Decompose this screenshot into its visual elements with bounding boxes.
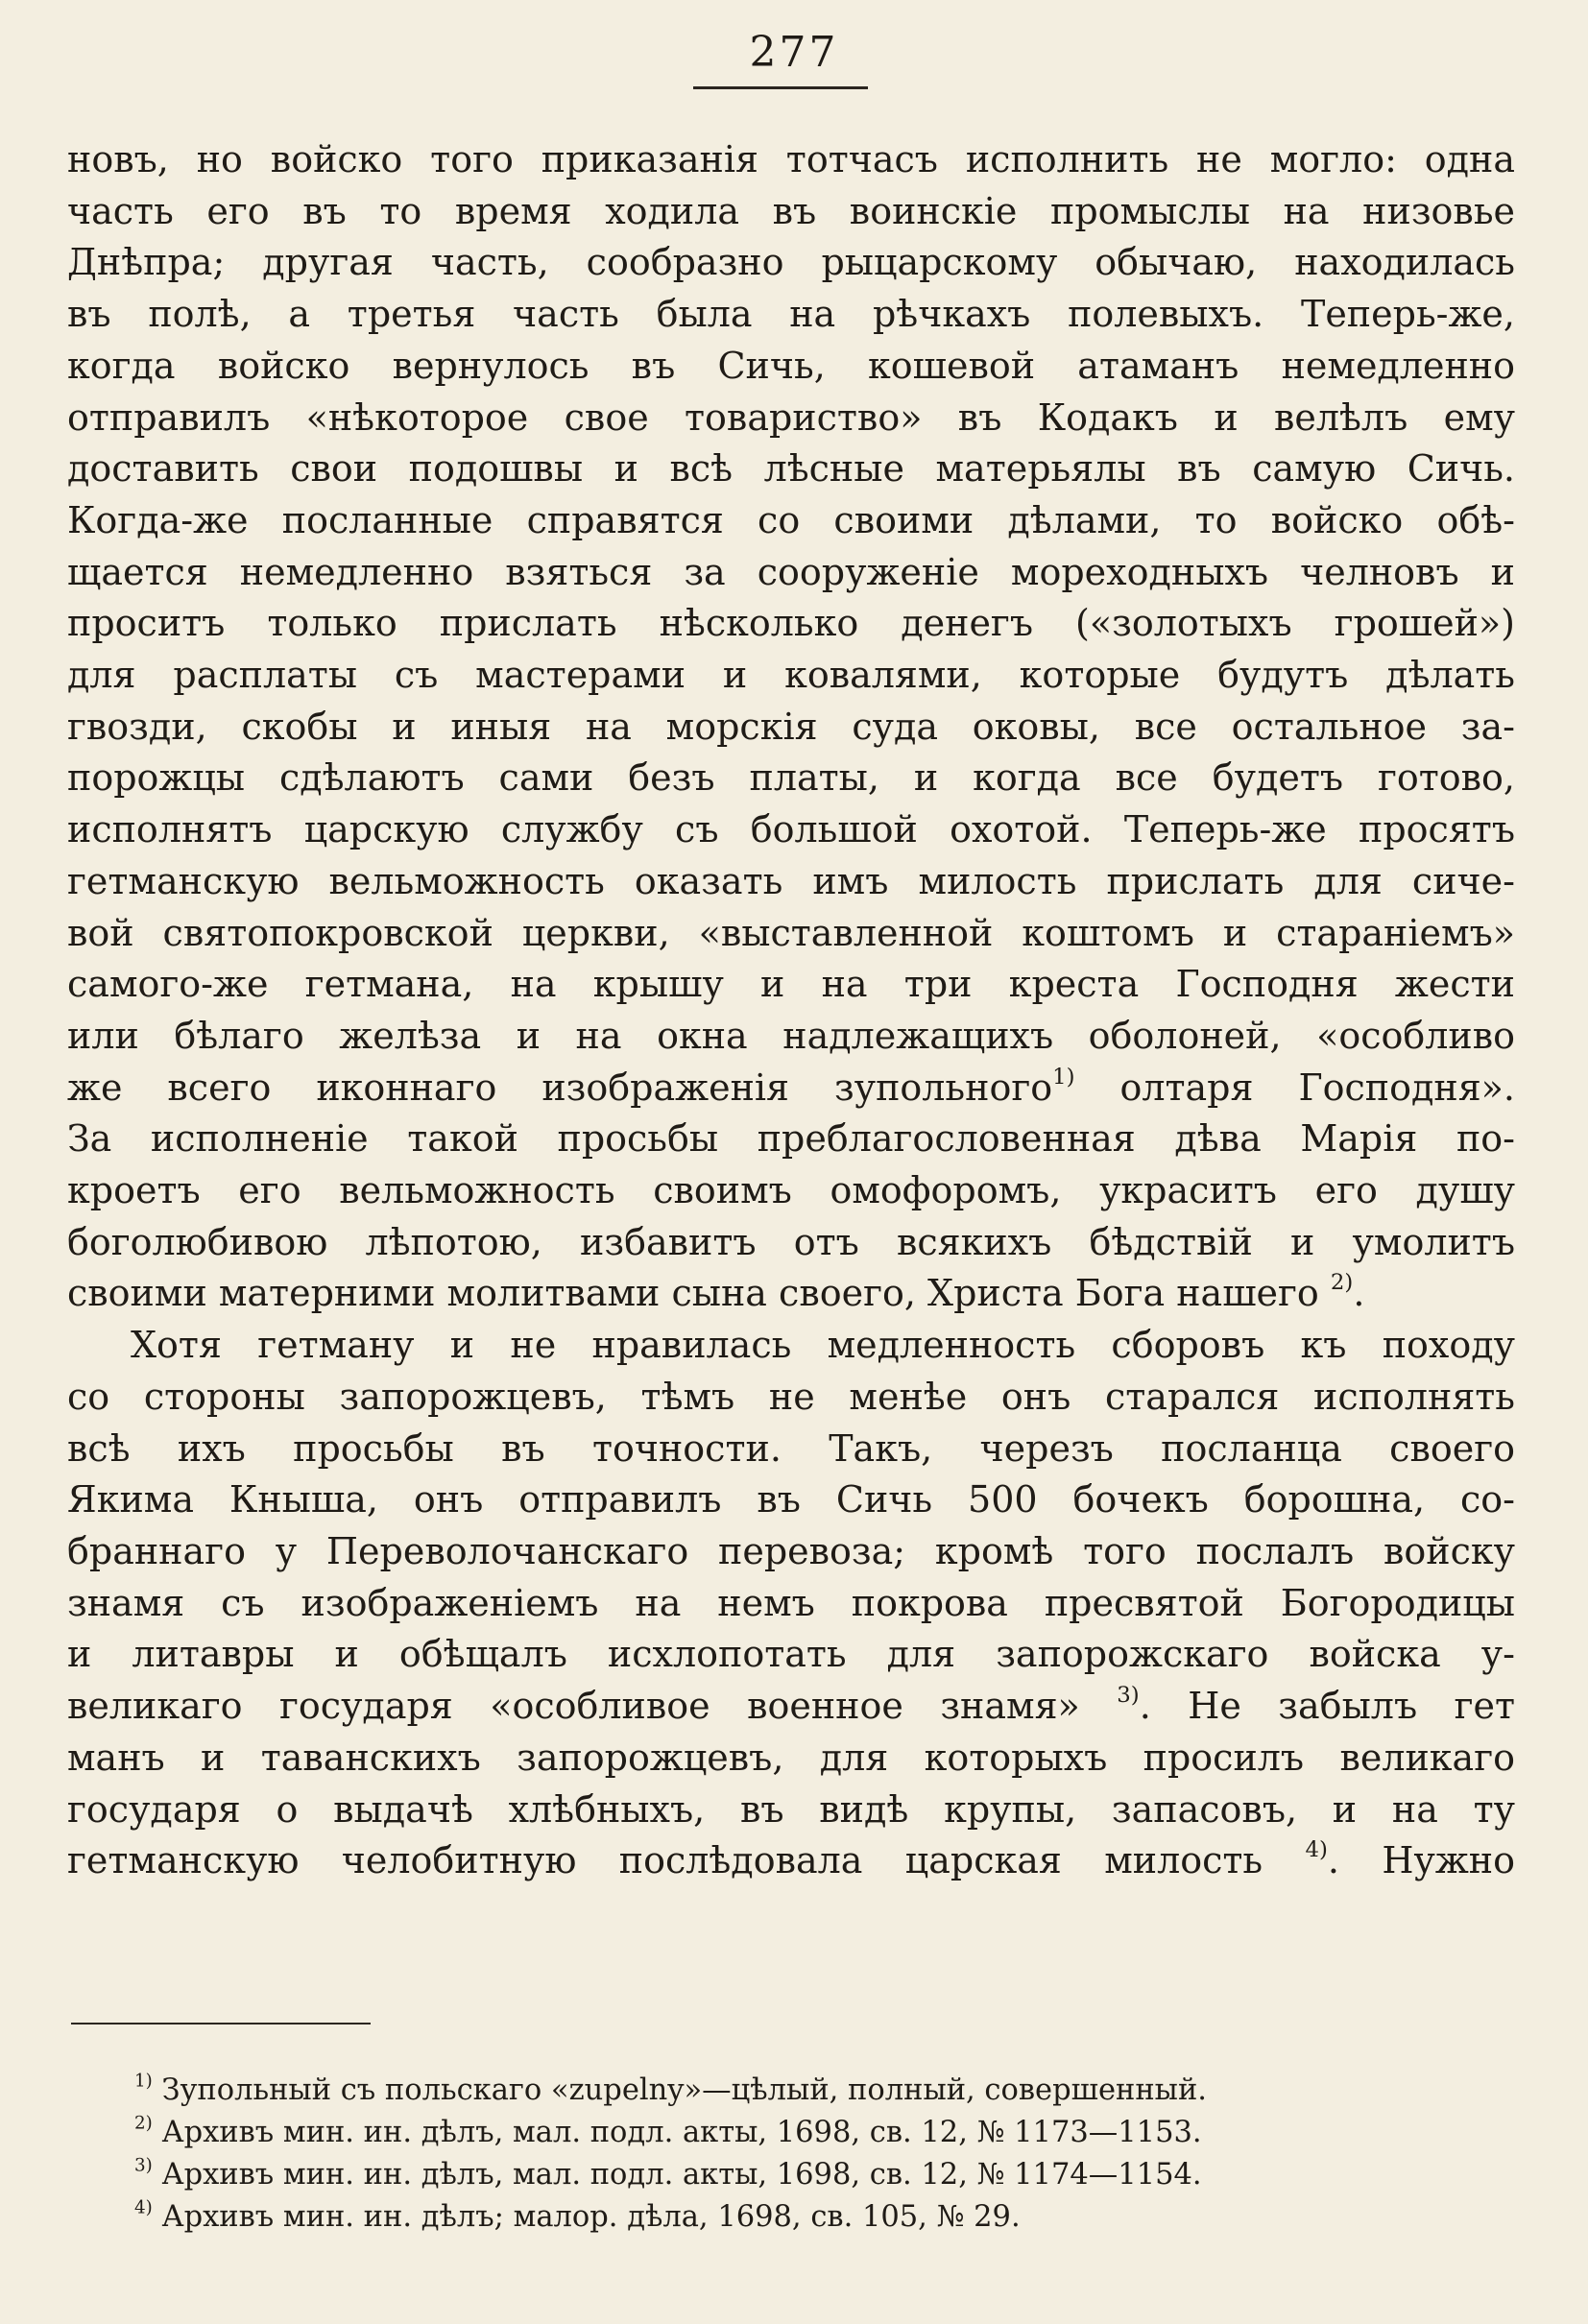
text-line: Днѣпра; другая часть, сообразно рыцарскому обычаю, находилась bbox=[67, 241, 1515, 284]
text-line: Якима Кныша, онъ отправилъ въ Сичь 500 бочекъ борошна, со- bbox=[67, 1478, 1515, 1521]
text-segment: . bbox=[1353, 1272, 1365, 1315]
text-line bbox=[67, 1681, 1515, 1733]
footnote-text: Архивъ мин. ин. дѣлъ, мал. подл. акты, 1698, св. 12, № 1174—1154. bbox=[161, 2158, 1202, 2192]
text-line: государя о выдачѣ хлѣбныхъ, въ видѣ крупы, запасовъ, и на ту bbox=[67, 1787, 1515, 1831]
text-line: За исполненіе такой просьбы преблагословенная дѣва Марія по- bbox=[67, 1117, 1515, 1161]
text-segment: . Не забылъ гет bbox=[1139, 1685, 1515, 1728]
text-line: доставить свои подошвы и всѣ лѣсные матерьялы въ самую Сичь. bbox=[67, 447, 1515, 491]
footnote bbox=[134, 2112, 1536, 2154]
text-line: гвозди, скобы и иныя на морскія суда оковы, все остальное за- bbox=[67, 705, 1515, 748]
text-line: самого-же гетмана, на крышу и на три креста Господня жести bbox=[67, 963, 1515, 1006]
footnote-mark: 2) bbox=[134, 2113, 153, 2134]
footnote-mark: 4) bbox=[134, 2197, 153, 2218]
footnote bbox=[134, 2154, 1536, 2196]
text-line: въ полѣ, а третья часть была на рѣчкахъ полевыхъ. Теперь-же, bbox=[67, 293, 1515, 336]
text-line: кроетъ его вельможность своимъ омофоромъ, украситъ его душу bbox=[67, 1169, 1515, 1212]
text-line: браннаго у Переволочанскаго перевоза; кромѣ того послалъ войску bbox=[67, 1529, 1515, 1572]
text-line: и литавры и обѣщалъ исхлопотать для запорожскаго войска у- bbox=[67, 1633, 1515, 1676]
footnote-ref: 1) bbox=[1052, 1064, 1075, 1090]
footnote-mark: 1) bbox=[134, 2071, 153, 2092]
footnote-ref: 2) bbox=[1330, 1270, 1354, 1296]
text-line: или бѣлаго желѣза и на окна надлежащихъ оболоней, «особливо bbox=[67, 1014, 1515, 1057]
text-line bbox=[67, 1268, 1515, 1320]
text-segment: олтаря Господня». bbox=[1119, 1066, 1515, 1109]
text-line: часть его въ то время ходила въ воинскіе промыслы на низовье bbox=[67, 189, 1515, 232]
footnote bbox=[134, 2070, 1536, 2112]
footnote-text: Архивъ мин. ин. дѣлъ, мал. подл. акты, 1698, св. 12, № 1173—1153. bbox=[161, 2116, 1202, 2149]
text-line: щается немедленно взяться за сооруженіе мореходныхъ челновъ и bbox=[67, 550, 1515, 593]
footnote-mark: 3) bbox=[134, 2155, 153, 2176]
footnote-ref: 4) bbox=[1305, 1837, 1328, 1863]
text-line bbox=[67, 1835, 1515, 1887]
footnote-rule bbox=[71, 2023, 371, 2025]
header-rule bbox=[693, 86, 868, 89]
text-line: когда войско вернулось въ Сичь, кошевой атаманъ немедленно bbox=[67, 344, 1515, 387]
text-line: новъ, но войско того приказанія тотчасъ исполнить не могло: одна bbox=[67, 138, 1515, 180]
body-text bbox=[67, 134, 1515, 1887]
text-line: со стороны запорожцевъ, тѣмъ не менѣе онъ старался исполнять bbox=[67, 1375, 1515, 1418]
footnote-text: Зупольный съ польскаго «zupelny»—цѣлый, полный, совершенный. bbox=[161, 2073, 1207, 2107]
footnote bbox=[134, 2196, 1536, 2239]
text-segment: гетманскую челобитную послѣдовала царская милость bbox=[67, 1839, 1263, 1882]
text-line: проситъ только прислать нѣсколько денегъ («золотыхъ грошей») bbox=[67, 602, 1515, 645]
footnote-ref: 3) bbox=[1117, 1683, 1140, 1708]
page-number: 277 bbox=[749, 28, 839, 77]
text-line: вой святопокровской церкви, «выставленной коштомъ и стараніемъ» bbox=[67, 911, 1515, 954]
text-line: боголюбивою лѣпотою, избавитъ отъ всякихъ бѣдствій и умолитъ bbox=[67, 1220, 1515, 1263]
text-line: манъ и таванскихъ запорожцевъ, для которыхъ просилъ великаго bbox=[67, 1736, 1515, 1779]
text-line bbox=[67, 1063, 1515, 1114]
text-line: Когда-же посланные справятся со своими дѣлами, то войско обѣ- bbox=[67, 498, 1515, 541]
text-line: всѣ ихъ просьбы въ точности. Такъ, черезъ посланца своего bbox=[67, 1426, 1515, 1470]
text-line: гетманскую вельможность оказать имъ милость прислать для сиче- bbox=[67, 859, 1515, 902]
text-line: порожцы сдѣлаютъ сами безъ платы, и когда все будетъ готово, bbox=[67, 756, 1515, 800]
text-line: отправилъ «нѣкоторое свое товариство» въ Кодакъ и велѣлъ ему bbox=[67, 395, 1515, 439]
text-line: исполнятъ царскую службу съ большой охотой. Теперь-же просятъ bbox=[67, 808, 1515, 851]
text-line: для расплаты съ мастерами и ковалями, которые будутъ дѣлать bbox=[67, 654, 1515, 697]
footnotes bbox=[134, 2070, 1536, 2239]
text-segment: великаго государя «особливое военное знамя» bbox=[67, 1685, 1080, 1728]
text-segment: . Нужно bbox=[1327, 1839, 1515, 1882]
text-line: Хотя гетману и не нравилась медленность сборовъ къ походу bbox=[131, 1324, 1515, 1367]
footnote-text: Архивъ мин. ин. дѣлъ; малор. дѣла, 1698, св. 105, № 29. bbox=[161, 2200, 1021, 2234]
text-segment: своими матерними молитвами сына своего, Христа Бога нашего bbox=[67, 1272, 1319, 1315]
text-segment: же всего иконнаго изображенія зупольного bbox=[67, 1066, 1053, 1109]
text-line: знамя съ изображеніемъ на немъ покрова пресвятой Богородицы bbox=[67, 1581, 1515, 1624]
